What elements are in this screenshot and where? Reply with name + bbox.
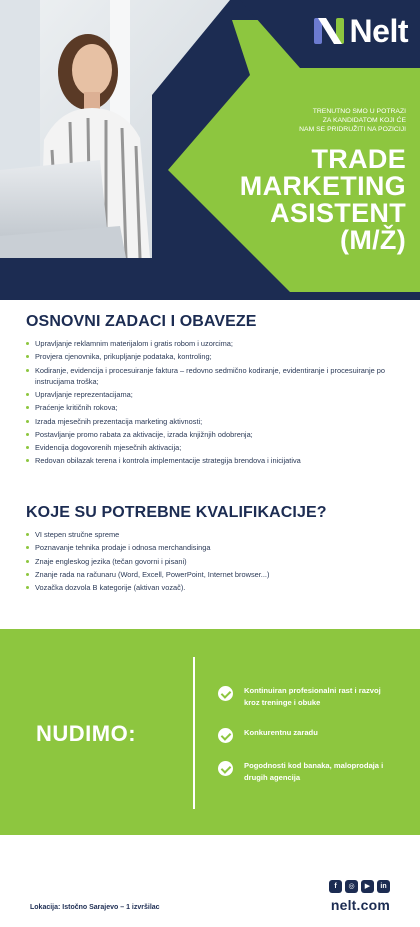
bullet-icon (26, 560, 29, 563)
bullet-icon (26, 533, 29, 536)
offer-title: NUDIMO: (36, 721, 137, 746)
duties-list (26, 338, 386, 467)
youtube-icon[interactable]: ▶ (361, 880, 374, 893)
bullet-icon (26, 355, 29, 358)
bullet-icon (26, 393, 29, 396)
list-item: Redovan obilazak terena i kontrola implementacije strategija brendova i inicijativa (26, 455, 386, 466)
offer-item (218, 685, 398, 709)
bullet-icon (26, 420, 29, 423)
offer-item-text: Pogodnosti kod banaka, maloprodaja i drugih agencija (244, 761, 384, 782)
hero-subtitle-line: NAM SE PRIDRUŽITI NA POZICIJI (299, 125, 406, 133)
list-item: Evidencija dogovorenih mjesečnih aktivacija; (26, 442, 386, 453)
list-item: Kodiranje, evidencija i procesuiranje faktura – redovno sedmično kodiranje, evidentiranje i procesuiranje po instrucijama troška; (26, 365, 386, 387)
offer-item-text: Kontinuiran profesionalni rast i razvoj kroz treninge i obuke (244, 686, 381, 707)
qualifications-list (26, 529, 386, 593)
list-item: Provjera cjenovnika, prikupljanje podataka, kontroling; (26, 351, 386, 362)
bullet-icon (26, 342, 29, 345)
hero-subtitle-line: TRENUTNO SMO U POTRAZI (312, 108, 406, 115)
list-item: Poznavanje tehnika prodaje i odnosa merchandisinga (26, 542, 386, 553)
hero-subtitle (256, 108, 406, 134)
job-title-line: ASISTENT (270, 198, 406, 228)
check-circle-icon (218, 761, 233, 776)
hero-banner (0, 0, 420, 300)
bullet-icon (26, 459, 29, 462)
location-text: Lokacija: Istočno Sarajevo – 1 izvršilac (30, 904, 160, 911)
logo-wordmark: Nelt (349, 13, 408, 49)
list-item: Znaje engleskog jezika (tečan govorni i pisani) (26, 556, 386, 567)
person-face (72, 44, 112, 96)
bullet-icon (26, 369, 29, 372)
nelt-logo (312, 14, 408, 48)
linkedin-icon[interactable]: in (377, 880, 390, 893)
qualifications-title: KOJE SU POTREBNE KVALIFIKACIJE? (26, 504, 327, 521)
nelt-logo-icon (312, 14, 346, 48)
list-item: Upravljanje reklamnim materijalom i gratis robom i uzorcima; (26, 338, 386, 349)
duties-title: OSNOVNI ZADACI I OBAVEZE (26, 313, 257, 330)
list-item: Praćenje kritičnih rokova; (26, 402, 386, 413)
qualifications-section (26, 504, 386, 595)
check-circle-icon (218, 686, 233, 701)
job-title (240, 146, 406, 254)
bullet-icon (26, 406, 29, 409)
bullet-icon (26, 586, 29, 589)
list-item: Postavljanje promo rabata za aktivacije, izrada knjižnjih odobrenja; (26, 429, 386, 440)
instagram-icon[interactable]: ◎ (345, 880, 358, 893)
offer-item-text: Konkurentnu zaradu (244, 728, 318, 737)
job-title-line: MARKETING (239, 171, 406, 201)
bullet-icon (26, 546, 29, 549)
bullet-icon (26, 573, 29, 576)
bullet-icon (26, 433, 29, 436)
offer-section (0, 629, 420, 835)
hero-subtitle-line: ZA KANDIDATOM KOJI ĆE (322, 116, 406, 124)
offer-divider (193, 657, 195, 809)
list-item: Znanje rada na računaru (Word, Excell, PowerPoint, Internet browser...) (26, 569, 386, 580)
job-title-line: (M/Ž) (340, 225, 406, 255)
list-item: Upravljanje reprezentacijama; (26, 389, 386, 400)
job-title-line: TRADE (311, 144, 406, 174)
list-item: VI stepen stručne spreme (26, 529, 386, 540)
social-links (329, 880, 390, 893)
check-circle-icon (218, 728, 233, 743)
website-link[interactable]: nelt.com (330, 897, 390, 913)
facebook-icon[interactable]: f (329, 880, 342, 893)
list-item: Vozačka dozvola B kategorije (aktivan vozač). (26, 582, 386, 593)
list-item: Izrada mjesečnih prezentacija marketing aktivnosti; (26, 416, 386, 427)
offer-item (218, 760, 398, 784)
offer-item (218, 727, 398, 743)
bullet-icon (26, 446, 29, 449)
duties-section (26, 313, 386, 469)
